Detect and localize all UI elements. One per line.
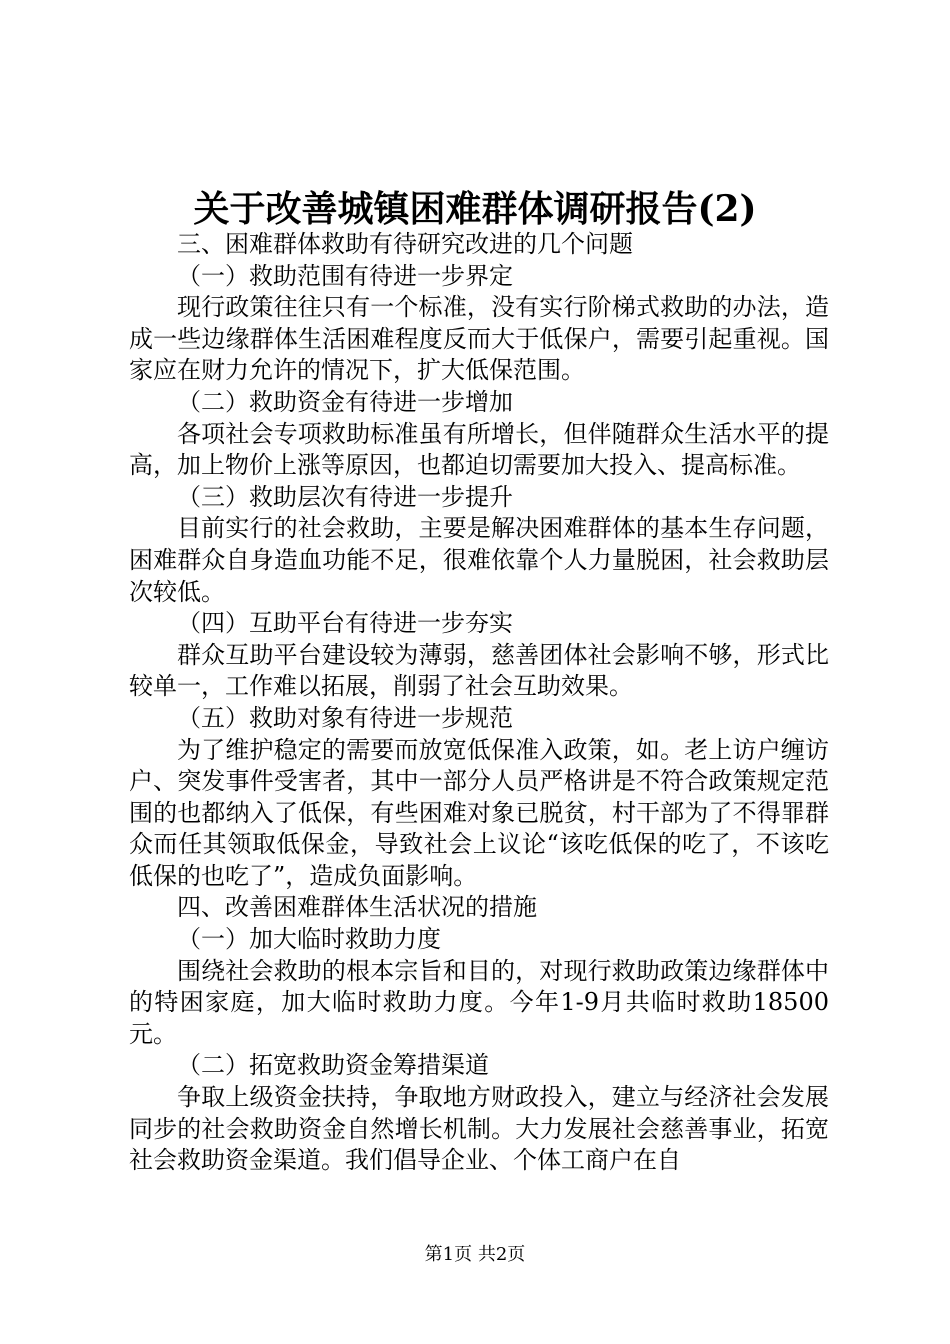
subheading-4: （四）互助平台有待进一步夯实: [177, 609, 513, 638]
paragraph: 现行政策往往只有一个标准，没有实行阶梯式救助的办法，造成一些边缘群体生活困难程度反而大于低保户，需要引起重视。国家应在财力允许的情况下，扩大低保范围。: [129, 293, 829, 385]
subheading-1: （一）救助范围有待进一步界定: [177, 261, 513, 290]
paragraph: 争取上级资金扶持，争取地方财政投入，建立与经济社会发展同步的社会救助资金自然增长机制。大力发展社会慈善事业，拓宽社会救助资金渠道。我们倡导企业、个体工商户在自: [129, 1083, 829, 1175]
subheading-2: （二）拓宽救助资金筹措渠道: [177, 1051, 489, 1080]
subheading-5: （五）救助对象有待进一步规范: [177, 703, 513, 732]
paragraph: 群众互助平台建设较为薄弱，慈善团体社会影响不够，形式比较单一，工作难以拓展，削弱了社会互助效果。: [129, 640, 829, 701]
paragraph: 围绕社会救助的根本宗旨和目的，对现行救助政策边缘群体中的特困家庭，加大临时救助力度。今年1-9月共临时救助18500元。: [129, 956, 829, 1048]
document-body: [129, 229, 829, 1177]
paragraph: 为了维护稳定的需要而放宽低保准入政策，如。老上访户缠访户、突发事件受害者，其中一部分人员严格讲是不符合政策规定范围的也都纳入了低保，有些困难对象已脱贫，村干部为了不得罪群众而任其领取低保金，导致社会上议论“该吃低保的吃了，不该吃低保的也吃了”，造成负面影响。: [129, 735, 829, 890]
paragraph: 各项社会专项救助标准虽有所增长，但伴随群众生活水平的提高，加上物价上涨等原因，也都迫切需要加大投入、提高标准。: [129, 419, 829, 480]
subheading-1: （一）加大临时救助力度: [177, 925, 441, 954]
subheading-3: （三）救助层次有待进一步提升: [177, 482, 513, 511]
subheading-2: （二）救助资金有待进一步增加: [177, 387, 513, 416]
section-heading-3: 三、困难群体救助有待研究改进的几个问题: [177, 230, 633, 258]
section-heading-4: 四、改善困难群体生活状况的措施: [177, 893, 537, 922]
page-footer: 第1页 共2页: [424, 1244, 526, 1265]
paragraph: 目前实行的社会救助，主要是解决困难群体的基本生存问题，困难群众自身造血功能不足，很难依靠个人力量脱困，社会救助层次较低。: [129, 514, 829, 606]
document-title: 关于改善城镇困难群体调研报告(2): [193, 188, 757, 230]
